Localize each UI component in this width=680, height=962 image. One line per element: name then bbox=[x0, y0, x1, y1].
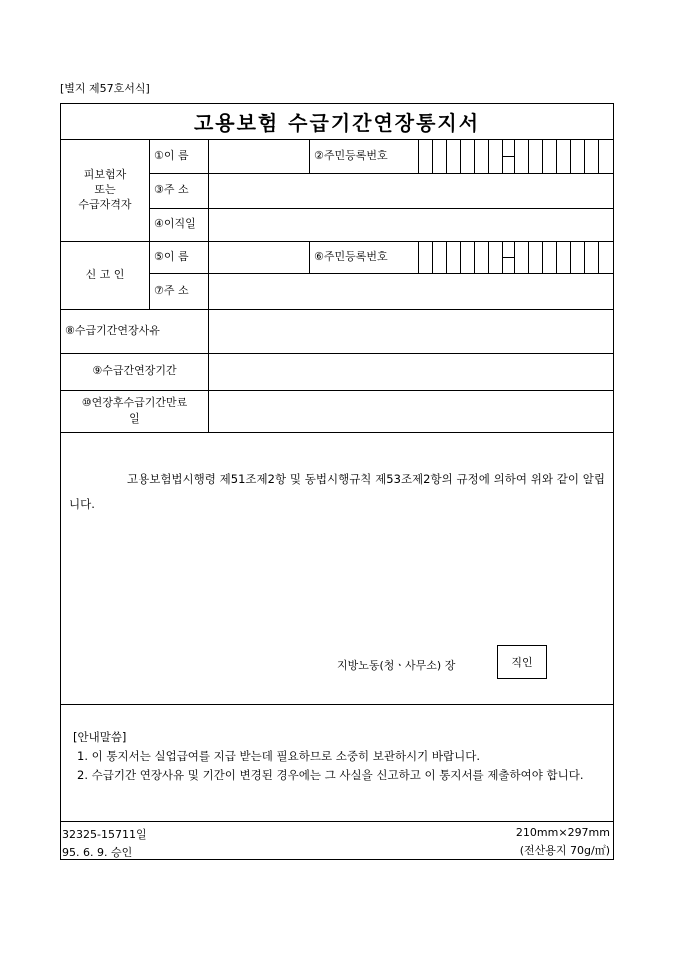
guidance-section bbox=[61, 704, 613, 821]
insured-leave-date-label: ④이직일 bbox=[154, 217, 196, 231]
approval-date: 95. 6. 9. 승인 bbox=[62, 846, 133, 859]
guidance-item: 2. 수급기간 연장사유 및 기간이 변경된 경우에는 그 사실을 신고하고 이 통지서를 제출하여야 합니다. bbox=[77, 768, 584, 782]
insured-address-label: ③주 소 bbox=[154, 183, 189, 197]
insured-leave-date-field[interactable] bbox=[209, 209, 613, 241]
notice-form bbox=[60, 103, 614, 860]
extension-reason-label: ⑧수급기간연장사유 bbox=[65, 323, 160, 337]
reporter-name-field[interactable] bbox=[209, 242, 309, 273]
reporter-name-label: ⑤이 름 bbox=[154, 249, 189, 263]
statement-section bbox=[61, 432, 613, 704]
guidance-heading: [안내말씀] bbox=[73, 730, 127, 744]
reporter-rrn-field[interactable] bbox=[419, 242, 613, 273]
form-footer bbox=[61, 821, 613, 859]
form-code: 32325-15711일 bbox=[62, 828, 147, 841]
form-reference: [별지 제57호서식] bbox=[60, 82, 150, 95]
extension-period-field[interactable] bbox=[209, 354, 613, 390]
form-title: 고용보험 수급기간연장통지서 bbox=[61, 104, 613, 140]
expiry-date-field[interactable] bbox=[209, 391, 613, 432]
paper-type: (전산용지 70g/㎡) bbox=[519, 844, 610, 857]
insured-name-label: ①이 름 bbox=[154, 149, 189, 163]
insured-name-field[interactable] bbox=[209, 141, 309, 173]
insured-address-field[interactable] bbox=[209, 174, 613, 208]
insured-section-label: 피보험자 또는 수급자격자 bbox=[78, 168, 132, 211]
reporter-rrn-label: ⑥주민등록번호 bbox=[314, 249, 388, 263]
reporter-section-label: 신 고 인 bbox=[85, 267, 125, 281]
info-grid bbox=[61, 140, 613, 432]
office-label: 지방노동(청ㆍ사무소) 장 bbox=[337, 659, 456, 672]
reporter-address-label: ⑦주 소 bbox=[154, 283, 189, 297]
official-seal-box: 직인 bbox=[497, 645, 547, 679]
reporter-address-field[interactable] bbox=[209, 274, 613, 309]
insured-rrn-label: ②주민등록번호 bbox=[314, 149, 388, 163]
extension-reason-field[interactable] bbox=[209, 310, 613, 353]
guidance-item: 1. 이 통지서는 실업급여를 지급 받는데 필요하므로 소중히 보관하시기 바랍니다. bbox=[77, 749, 481, 763]
insured-rrn-field[interactable] bbox=[419, 141, 613, 173]
expiry-date-label: ⑩연장후수급기간만료 일 bbox=[81, 396, 188, 425]
statement-text: 고용보험법시행령 제51조제2항 및 동법시행규칙 제53조제2항의 규정에 의하여 위와 같이 알립니다. bbox=[69, 472, 605, 511]
paper-size: 210mm×297mm bbox=[515, 826, 610, 839]
extension-period-label: ⑨수급간연장기간 bbox=[92, 364, 177, 378]
